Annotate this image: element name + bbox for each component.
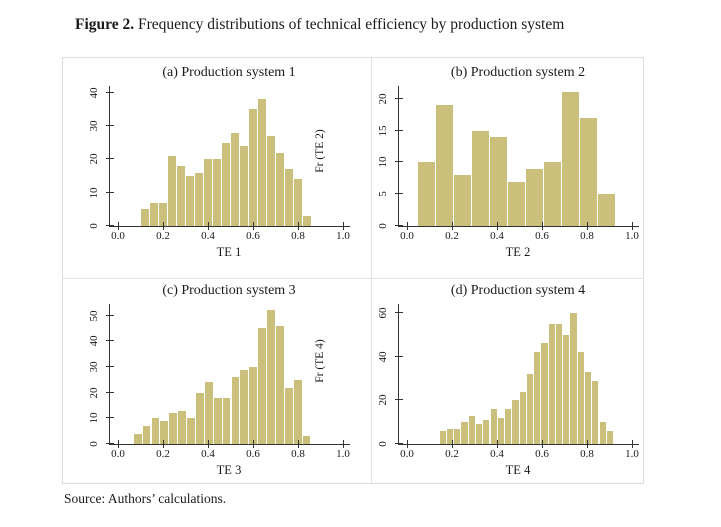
histogram-bar: [498, 418, 504, 444]
y-tick-label: 10: [377, 156, 389, 168]
x-tick-label: 0.4: [490, 230, 504, 242]
y-tick-label: 20: [377, 394, 389, 406]
x-tick-label: 0.6: [246, 230, 260, 242]
histogram-bar: [276, 153, 284, 226]
x-tick-label: 0.2: [156, 448, 170, 460]
histogram-bar: [232, 377, 240, 444]
x-tick-label: 1.0: [336, 230, 350, 242]
source-note: Source: Authors’ calculations.: [64, 491, 227, 506]
histogram-bar: [534, 352, 540, 444]
x-tick-label: 1.0: [336, 448, 350, 460]
y-tick-label: 40: [88, 87, 100, 99]
subplot-title: (c) Production system 3: [162, 283, 296, 298]
y-tick: [395, 443, 403, 444]
subplot-title: (a) Production system 1: [162, 65, 296, 80]
histogram-bar: [143, 426, 151, 444]
histogram-bar: [160, 421, 168, 444]
x-tick-label: 0.6: [535, 230, 549, 242]
histogram-bar: [472, 131, 489, 227]
histogram-bar: [178, 411, 186, 444]
histogram-bar: [187, 418, 195, 444]
histogram-bar: [240, 146, 248, 226]
x-axis-label: TE 4: [505, 463, 531, 477]
histogram-bar: [240, 370, 248, 445]
y-tick-label: 20: [88, 153, 100, 165]
y-tick-label: 50: [88, 310, 100, 322]
y-tick: [395, 399, 403, 400]
histogram-bar: [556, 324, 562, 444]
histogram-bar: [526, 169, 543, 226]
histogram-bar: [249, 367, 257, 444]
histogram-bar: [205, 382, 213, 444]
histogram-bar: [223, 398, 231, 444]
histogram-bar: [222, 143, 230, 226]
histogram-bar: [454, 429, 460, 444]
y-tick: [106, 417, 114, 418]
x-tick-label: 0.4: [490, 448, 504, 460]
y-tick-label: 10: [88, 187, 100, 199]
histogram-bar: [549, 324, 555, 444]
histogram-bar: [196, 393, 204, 444]
histogram-bar: [469, 416, 475, 444]
y-tick: [106, 225, 114, 226]
x-tick: [298, 440, 299, 448]
x-tick: [407, 440, 408, 448]
histogram-bar: [562, 92, 579, 226]
x-tick: [407, 222, 408, 230]
plot-area: [377, 86, 639, 242]
y-tick-label: 60: [377, 307, 389, 319]
x-tick: [542, 440, 543, 448]
y-tick: [106, 315, 114, 316]
subplot-c-production-system-3: [62, 277, 370, 483]
subplot-title: (b) Production system 2: [450, 65, 586, 80]
x-tick: [253, 440, 254, 448]
y-tick-label: 20: [377, 93, 389, 105]
y-tick: [106, 392, 114, 393]
histogram-bar: [598, 194, 615, 226]
x-tick: [163, 440, 164, 448]
histogram-bar: [258, 328, 266, 444]
y-tick: [395, 130, 403, 131]
histogram-bar: [491, 409, 497, 444]
y-tick: [395, 161, 403, 162]
y-tick: [106, 125, 114, 126]
histogram-bar: [541, 343, 547, 444]
x-axis-label: TE 1: [216, 245, 242, 259]
histogram-bar: [267, 310, 275, 444]
x-tick-label: 0.8: [580, 230, 594, 242]
histogram-bar: [490, 137, 507, 226]
x-tick: [343, 222, 344, 230]
plot-area: [377, 304, 639, 460]
x-tick: [343, 440, 344, 448]
x-axis-label: TE 2: [505, 245, 531, 259]
x-tick-label: 1.0: [625, 448, 639, 460]
x-tick: [452, 440, 453, 448]
y-tick: [106, 92, 114, 93]
x-tick-label: 0.0: [111, 230, 125, 242]
subplot-title: (d) Production system 4: [450, 283, 586, 298]
x-tick-label: 0.4: [201, 230, 215, 242]
histogram-bar: [505, 409, 511, 444]
histogram-bar: [563, 335, 569, 444]
y-tick: [106, 192, 114, 193]
x-tick-label: 0.8: [291, 448, 305, 460]
y-tick: [395, 312, 403, 313]
x-tick: [208, 440, 209, 448]
histogram-bar: [303, 436, 311, 444]
y-tick: [106, 340, 114, 341]
histogram-bar: [580, 118, 597, 226]
histogram-bar: [418, 162, 435, 226]
x-tick-label: 0.2: [445, 230, 459, 242]
histogram-bar: [527, 374, 533, 444]
histogram-bar: [607, 431, 613, 444]
x-tick-label: 0.6: [246, 448, 260, 460]
histogram-bar: [150, 203, 158, 226]
x-tick: [632, 440, 633, 448]
x-tick-label: 0.0: [111, 448, 125, 460]
subplot-b-production-system-2: [370, 57, 643, 277]
histogram-bar: [169, 413, 177, 444]
histogram-bar: [213, 159, 221, 226]
figure-number: Figure 2.: [75, 16, 135, 33]
x-tick: [497, 222, 498, 230]
histogram-bar: [600, 422, 606, 444]
x-tick-label: 0.6: [535, 448, 549, 460]
x-tick: [452, 222, 453, 230]
histogram-bar: [592, 381, 598, 444]
y-tick: [395, 98, 403, 99]
histogram-bar: [512, 400, 518, 444]
histogram-bar: [267, 136, 275, 226]
x-tick: [587, 222, 588, 230]
histogram-bar: [276, 326, 284, 444]
y-tick-label: 30: [88, 120, 100, 132]
y-tick-label: 20: [88, 387, 100, 399]
histogram-bar: [249, 109, 257, 226]
y-tick: [395, 225, 403, 226]
x-tick-label: 0.8: [580, 448, 594, 460]
histogram-bar: [195, 173, 203, 226]
x-tick: [208, 222, 209, 230]
y-tick-label: 40: [377, 351, 389, 362]
y-tick: [106, 158, 114, 159]
histogram-bar: [570, 313, 576, 444]
histogram-bar: [303, 216, 311, 226]
histogram-bar: [461, 422, 467, 444]
x-tick: [253, 222, 254, 230]
x-tick-label: 0.0: [400, 448, 414, 460]
histogram-bar: [177, 166, 185, 226]
y-tick-label: 0: [377, 441, 389, 447]
histogram-bar: [508, 182, 525, 227]
y-tick-label: 0: [88, 441, 100, 447]
histogram-bar: [454, 175, 471, 226]
histogram-bar: [440, 431, 446, 444]
x-tick: [497, 440, 498, 448]
histogram-bar: [258, 99, 266, 226]
histogram-bar: [186, 176, 194, 226]
x-tick: [118, 440, 119, 448]
histogram-bar: [214, 398, 222, 444]
histogram-bar: [231, 133, 239, 226]
x-tick: [632, 222, 633, 230]
subplot-d-production-system-4: [370, 277, 643, 483]
y-tick-label: 0: [88, 223, 100, 229]
histogram-bar: [585, 372, 591, 444]
histogram-bar: [520, 392, 526, 445]
y-tick-label: 5: [377, 191, 389, 197]
right-axis-label: Fr (TE 2): [314, 129, 326, 173]
y-tick: [395, 193, 403, 194]
x-tick-label: 0.2: [445, 448, 459, 460]
y-tick: [395, 356, 403, 357]
y-tick-label: 30: [88, 361, 100, 373]
histogram-bar: [544, 162, 561, 226]
x-axis-label: TE 3: [216, 463, 242, 477]
x-tick-label: 1.0: [625, 230, 639, 242]
histogram-bar: [152, 418, 160, 444]
x-tick: [587, 440, 588, 448]
x-tick: [163, 222, 164, 230]
x-tick: [118, 222, 119, 230]
x-tick-label: 0.2: [156, 230, 170, 242]
histogram-bar: [436, 105, 453, 226]
histogram-bar: [476, 424, 482, 444]
y-tick-label: 0: [377, 223, 389, 229]
subplot-a-production-system-1: [62, 57, 370, 277]
figure-title-text: Frequency distributions of technical efficiency by production system: [138, 16, 565, 33]
histogram-bar: [134, 434, 142, 444]
histogram-bar: [483, 420, 489, 444]
histogram-bar: [168, 156, 176, 226]
x-tick: [298, 222, 299, 230]
right-axis-label: Fr (TE 4): [314, 339, 326, 383]
y-tick-label: 15: [377, 125, 389, 136]
histogram-bar: [578, 352, 584, 444]
x-tick: [542, 222, 543, 230]
x-tick-label: 0.0: [400, 230, 414, 242]
y-tick: [106, 366, 114, 367]
x-tick-label: 0.4: [201, 448, 215, 460]
histogram-bar: [141, 209, 149, 226]
x-tick-label: 0.8: [291, 230, 305, 242]
histogram-bar: [204, 159, 212, 226]
figure-title: [75, 16, 564, 34]
y-tick-label: 40: [88, 335, 100, 347]
y-tick-label: 10: [88, 412, 100, 424]
y-tick: [106, 443, 114, 444]
